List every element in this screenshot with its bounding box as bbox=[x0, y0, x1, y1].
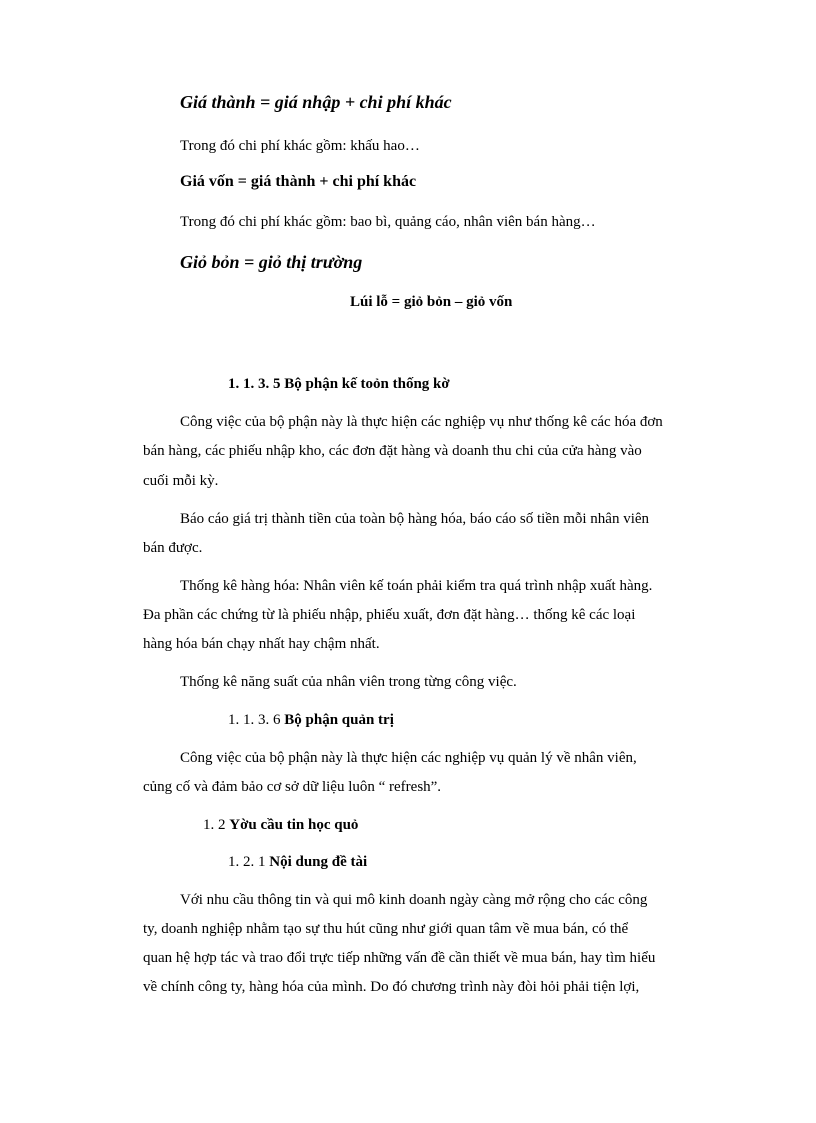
heading-1-2 bbox=[203, 815, 358, 835]
heading-number: 1. 2. 1 bbox=[228, 854, 266, 870]
paragraph-line: về chính công ty, hàng hóa của mình. Do đó chương trình này đòi hỏi phải tiện lợi, bbox=[143, 979, 640, 995]
paragraph-line: Với nhu cầu thông tin và qui mô kinh doanh ngày càng mở rộng cho các công bbox=[180, 892, 648, 908]
paragraph-line: củng cố và đảm bảo cơ sở dữ liệu luôn “ refresh”. bbox=[143, 779, 442, 795]
paragraph-line: Công việc của bộ phận này là thực hiện các nghiệp vụ quản lý về nhân viên, bbox=[180, 750, 637, 766]
paragraph-line: cuối mỗi kỳ. bbox=[143, 473, 219, 489]
formula-gia-von-note: Trong đó chi phí khác gồm: bao bì, quảng cáo, nhân viên bán hàng… bbox=[180, 214, 596, 230]
heading-1-1-3-5 bbox=[228, 374, 450, 394]
paragraph-line: Thống kê hàng hóa: Nhân viên kế toán phải kiểm tra quá trình nhập xuất hàng. bbox=[180, 578, 653, 594]
paragraph-line: Đa phần các chứng từ là phiếu nhập, phiếu xuất, đơn đặt hàng… thống kê các loại bbox=[143, 607, 636, 623]
heading-title: Nội dung đề tài bbox=[269, 854, 368, 870]
heading-number: 1. 1. 3. 5 bbox=[228, 376, 281, 392]
heading-number: 1. 1. 3. 6 bbox=[228, 712, 281, 728]
heading-number: 1. 2 bbox=[203, 817, 226, 833]
paragraph-line: hàng hóa bán chạy nhất hay chậm nhất. bbox=[143, 636, 380, 652]
paragraph-line: quan hệ hợp tác và trao đổi trực tiếp những vấn đề cần thiết về mua bán, hay tìm hiểu bbox=[143, 950, 656, 966]
heading-title: Bộ phận quản trị bbox=[284, 712, 394, 728]
formula-lai-lo: Lúi lỗ = giỏ bỏn – giỏ vốn bbox=[350, 294, 513, 310]
heading-1-1-3-6 bbox=[228, 710, 394, 730]
formula-gia-thanh-note: Trong đó chi phí khác gồm: khấu hao… bbox=[180, 138, 420, 154]
paragraph-line: Báo cáo giá trị thành tiền của toàn bộ hàng hóa, báo cáo số tiền mỗi nhân viên bbox=[180, 511, 650, 527]
formula-gia-ban: Giỏ bỏn = giỏ thị trường bbox=[180, 252, 363, 272]
formula-gia-thanh: Giá thành = giá nhập + chi phí khác bbox=[180, 92, 452, 112]
formula-gia-von: Giá vốn = giá thành + chi phí khác bbox=[180, 173, 417, 190]
paragraph-line: ty, doanh nghiệp nhằm tạo sự thu hút cũng như giới quan tâm về mua bán, có thể bbox=[143, 921, 629, 937]
paragraph-line: Thống kê năng suất của nhân viên trong từng công việc. bbox=[180, 674, 517, 690]
heading-title: Bộ phận kế toỏn thống kờ bbox=[284, 376, 450, 392]
paragraph-line: Công việc của bộ phận này là thực hiện các nghiệp vụ như thống kê các hóa đơn bbox=[180, 414, 663, 430]
heading-1-2-1 bbox=[228, 852, 367, 872]
heading-title: Yờu cầu tin học quỏ bbox=[229, 817, 359, 833]
paragraph-line: bán được. bbox=[143, 540, 203, 556]
paragraph-line: bán hàng, các phiếu nhập kho, các đơn đặt hàng và doanh thu chi của cửa hàng vào bbox=[143, 443, 642, 459]
